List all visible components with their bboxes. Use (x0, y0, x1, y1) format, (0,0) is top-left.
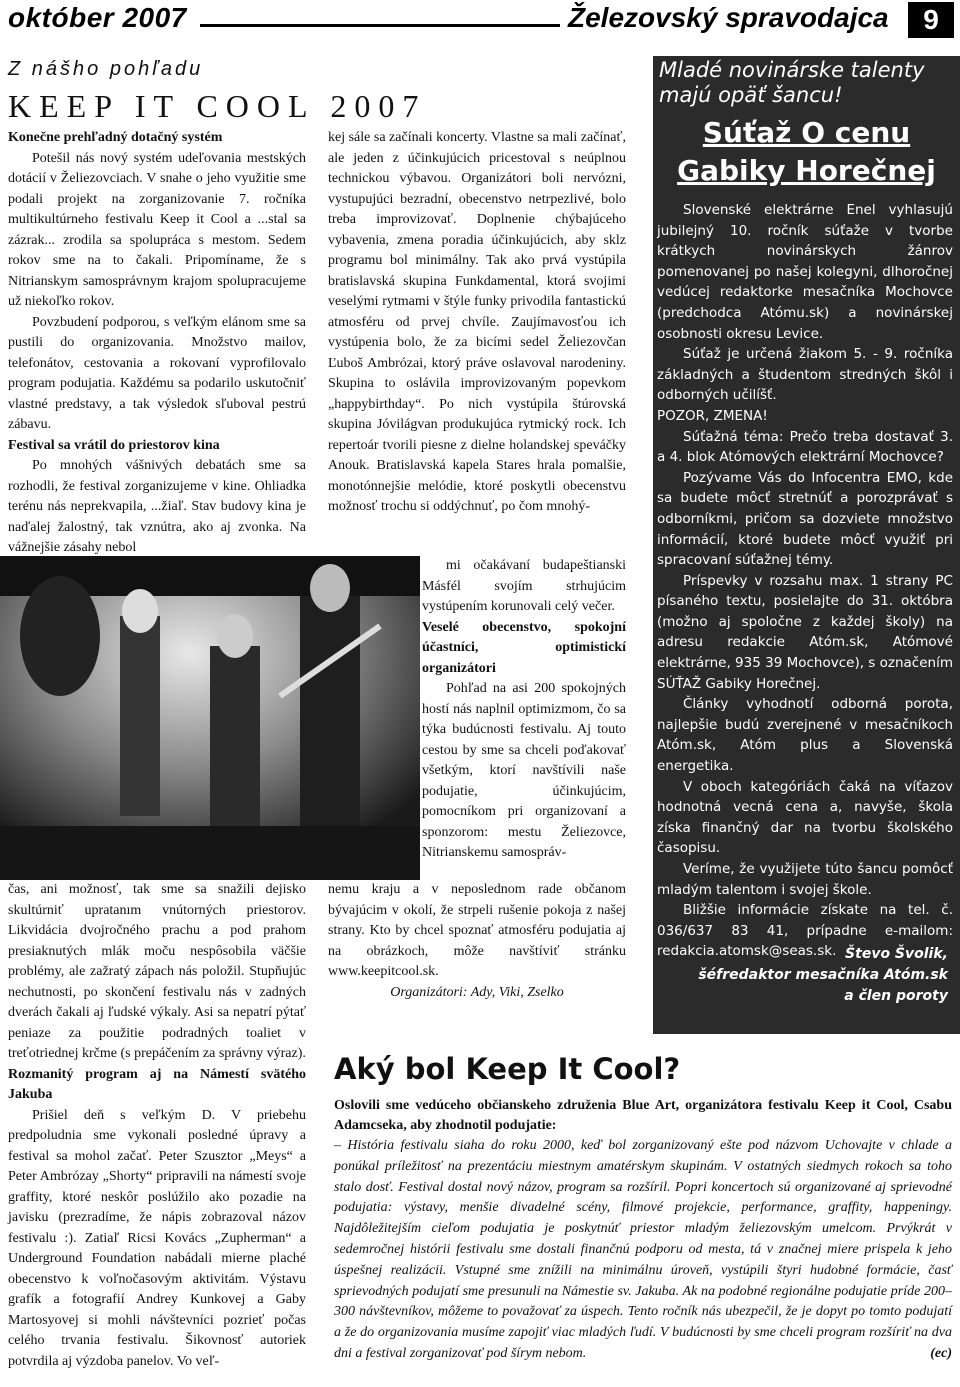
sidebar-paragraph: Príspevky v rozsahu max. 1 strany PC písaného textu, posielajte do 31. októbra (možno aj spoločne z každej školy) na adresu redakcie Atóm.sk, Atómové elektrárne, 935 39 Mochovce), s označením SÚŤAŽ Gabiky Horečnej. (657, 572, 953, 692)
sidebar-paragraph: Články vyhodnotí odborná porota, najlepšie budú zverejnené v mesačníkoch Atóm.sk, Atóm plus a Slovenská energetika. (657, 696, 953, 775)
interview-body (334, 1136, 952, 1365)
sidebar-signature (698, 944, 948, 1007)
contest-sidebar (653, 56, 960, 1034)
sidebar-paragraph: Súťaž je určená žiakom 5. - 9. ročníka základných a študentom stredných škôl i odborných učilíšť. (657, 346, 953, 404)
signature-role: šéfredaktor mesačníka Atóm.sk (698, 967, 948, 983)
page-number: 9 (908, 2, 954, 38)
organizers-credit: Organizátori: Ady, Viki, Zselko (390, 984, 564, 1000)
signature-name: Števo Švolik, (845, 946, 948, 962)
concert-photo (0, 556, 420, 880)
sidebar-paragraph: Veríme, že využijete túto šancu pomôcť mladým talentom i svojej škole. (657, 861, 953, 898)
subheading: Rozmanitý program aj na Námestí svätého Jakuba (8, 1066, 306, 1102)
paragraph: Pohľad na asi 200 spokojných hostí nás naplnil optimizmom, čo sa týka budúcnosti festivalu. Aj touto cestou by sme sa chceli poďakovať všetkým, ktorí navštívili naše podujatie, účinkujúcim, pomocníkom pri organizovaní a sponzorom: mestu Želiezovce, Nitrianskemu samospráv- (422, 681, 626, 860)
subheading: Konečne prehľadný dotačný systém (8, 130, 223, 145)
interview-text: – História festivalu siaha do roku 2000, keď bol zorganizovaný ešte pod názvom Uchovajte v chlade a ponúkal príležitosť na prezentáciu miestnym amatérskym skupinám. V ostatných siedmych rokoch sa toho stalo dosť. Festival dostal nový názov, program sa rozšíril. Popri koncertoch sú organizované aj sprievodné podujatia: výstavy, menšie divadelné scény, filmové projekcie, performance, graffity, happeningy. Najdôležitejším cieľom podujatia je poskytnúť priestor mladým želiezovským umelcom. Prvýkrát v sedemročnej histórii festivalu sme dostali finančnú podporu od mesta, tá v značnej miere prispela k jeho úspešnej realizácii. Vstupné sme znížili na minimálnu úroveň, vystúpili štyri hudobné formácie, časť sprievodných podujatí sme presunuli na Námestie sv. Jakuba. Ak na podobné regionálne podujatie príde 200–300 návštevníkov, môžeme to považovať za úspech. Tento ročník nás ubezpečil, že je dopyt po tomto podujatí a že do organizovania musíme zapojiť viac mladých ľudí. V budúcnosti by sme chceli program rozšíriť na dva dni a festival zorganizovať pod šírym nebom. (334, 1138, 952, 1361)
paragraph: Prišiel deň s veľkým D. V priebehu predpoludnia sme vykonali posledné úpravy a festival sa mohol začať. Peter Szusztor „Meys“ a Peter Ambrózay „Shorty“ pripravili na námestí svoje graffity, ktoré neskôr poslúžilo ako pozadie na javisku (prezradíme, že nápis zobrazoval názov festivalu :). Zatiaľ Ricsi Kovács „Zupherman“ a Underground Foundation nabádali mierne plaché obecenstvo k voľnočasovým aktivitám. Výstavu grafík a fotografií Andrey Kunkovej a Gaby Martosyovej si mohli návštevníci pozrieť počas celého trvania festivalu. Šikovnosť autoriek potvrdila aj výzdoba panelov. Vo veľ- (8, 1107, 306, 1369)
paragraph: Povzbudení podporou, s veľkým elánom sme sa pustili do organizovania. Množstvo mailov, telefonátov, cestovania a rokovaní vyprofilovalo program podujatia. Každému sa podarilo uskutočniť vlastné predstavy, a tak výsledok sľuboval pestrú zábavu. (8, 314, 306, 432)
sidebar-paragraph: V oboch kategóriách čaká na víťazov hodnotná vecná cena a, navyše, škola získa finančný dar na tvorbu školského časopisu. (657, 778, 953, 857)
header-rule (200, 24, 560, 27)
section-label: Z nášho pohľadu (8, 58, 204, 80)
article-title: KEEP IT COOL 2007 (8, 88, 427, 124)
issue-month: október 2007 (8, 2, 187, 33)
newspaper-name: Železovský spravodajca (568, 2, 889, 33)
subheading: Festival sa vrátil do priestorov kina (8, 437, 220, 453)
article-column-2-continued (422, 556, 626, 864)
sidebar-title-line-2: Gabiky Horečnej (677, 154, 936, 187)
article-column-2 (328, 128, 626, 518)
sidebar-intro: Mladé novinárske talenty majú opäť šancu! (659, 58, 925, 107)
sidebar-title-line-1: Súťaž O cenu (702, 116, 911, 149)
paragraph: Po mnohých vášnivých debatách sme sa rozhodli, že festival zorganizujeme v kine. Ohliadka terénu nás neprekvapila, ...žiaľ. Stav budovy kina je naďalej žalostný, tak vznútra, ako aj zvonka. Na vážnejšie zásahy nebol (8, 458, 306, 555)
sidebar-paragraph: Slovenské elektrárne Enel vyhlasujú jubilejný 10. ročník súťaže v tvorbe krátkych novinárskych žánrov pomenovanej po našej kolegyni, dlhoročnej vedúcej redaktorke mesačníka Mochovce (predchodca Atómu.sk) a novinárskej osobnosti okresu Levice. (657, 202, 953, 342)
article-column-1-continued (8, 880, 306, 1372)
sidebar-title (653, 114, 960, 190)
sidebar-paragraph: POZOR, ZMENA! (657, 407, 768, 424)
paragraph: mi očakávaní budapeštianski Másfél svojím strhujúcim vystúpením korunovali celý večer. (422, 558, 626, 614)
page-header (0, 0, 960, 40)
interview-lead: Oslovili sme vedúceho občianskeho združenia Blue Art, organizátora festivalu Keep it Cool, Csabu Adamcseka, aby zhodnotil podujatie: (334, 1098, 952, 1133)
article-column-2-end (328, 880, 626, 1003)
paragraph: Potešil nás nový systém udeľovania mestských dotácií v Želiezovciach. V snahe o jeho využitie sme podali projekt na zorganizovanie 7. ročníka multikultúrneho festivalu Keep it Cool a ...stal sa zázrak... zrodila sa spolupráca s mestom. Sedem rokov sme na to čakali. Pripomíname, že s Nitrianskym samosprávnym krajom spolupracujeme už niekoľko rokov. (8, 150, 306, 309)
sidebar-body (657, 200, 953, 962)
paragraph: čas, ani možnosť, tak sme sa snažili dejisko skultúrniť upratanım vnútorných priestorov. Likvidácia dvojročného prachu a pod prahom presiaknutých mlák moču nespôsobila väčšie problémy, ale zažratý zápach nás položil. Stupňujúc nechutnosti, po skončení festivalu nás v zadných dverách čakali aj ľudské výkaly. Asi sa nepatrí pýtať peniaze za použitie podradných toaliet v treťotriednej krčme (s prepáčením za správny výraz). (8, 882, 306, 1061)
signature-note: a člen poroty (844, 988, 948, 1004)
paragraph: kej sále sa začínali koncerty. Vlastne sa mali začínať, ale jeden z účinkujúcich pricestoval s neúplnou technickou výbavou. Organizátori boli nervózni, vystupujúci bezradní, obecenstvo netrpezlivé, bolo treba improvizovať. Doplnenie chýbajúceho vybavenia, zmena poradia účinkujúcich, aby sklz programu bol minimálny. Tak ako prvá vystúpila bratislavská skupina Funkdamental, ktorá svojimi veselými rytmami v štýle funky privodila fantastickú atmosféru od prvej chvíle. Zaujímavosťou ich vystúpenia bolo, že za bicími sedel Želiezovčan Ľuboš Ambrózai, ktorý práve oslavoval narodeniny. Skupina to oslávila improvizovaným popevkom „happybirthday“. Po nich vystúpila štúrovská skupina Jóvilágvan produkujúca rytmický rock. Ich repertoár tvorili piesne z dielne holandskej speváčky Anouk. Bratislavská kapela Stares hrala pomalšie, monotónnejšie melódie, ktoré poskytli obecenstvu možnosť trochu si oddýchnuť, po čom mnohý- (328, 130, 626, 514)
article-column-1 (8, 128, 306, 559)
sidebar-paragraph: Bližšie informácie získate na tel. č. 036/637 83 41, prípadne e-mailom: redakcia.atomsk@seas.sk. (657, 902, 953, 960)
interview-signature: (ec) (930, 1345, 952, 1361)
sidebar-paragraph: Pozývame Vás do Infocentra EMO, kde sa budete môcť stretnúť a porozprávať s odborníkmi, pričom sa dozviete množstvo informácií, ktoré budete môcť využiť pri spracovaní súťažnej témy. (657, 469, 953, 569)
subheading: Veselé obecenstvo, spokojní účastníci, optimistickí organizátori (422, 619, 626, 676)
concert-photo-image (0, 556, 420, 880)
paragraph: nemu kraju a v neposlednom rade občanom bývajúcim v okolí, že strpeli rušenie pokoja z našej strany. Kto by chcel spoznať atmosféru podujatia aj na obrázkoch, môže navštíviť stránku www.keepitcool.sk. (328, 882, 626, 979)
sidebar-paragraph: Súťažná téma: Prečo treba dostavať 3. a 4. blok Atómových elektrární Mochovce? (657, 428, 953, 466)
interview-title: Aký bol Keep It Cool? (334, 1052, 681, 1086)
